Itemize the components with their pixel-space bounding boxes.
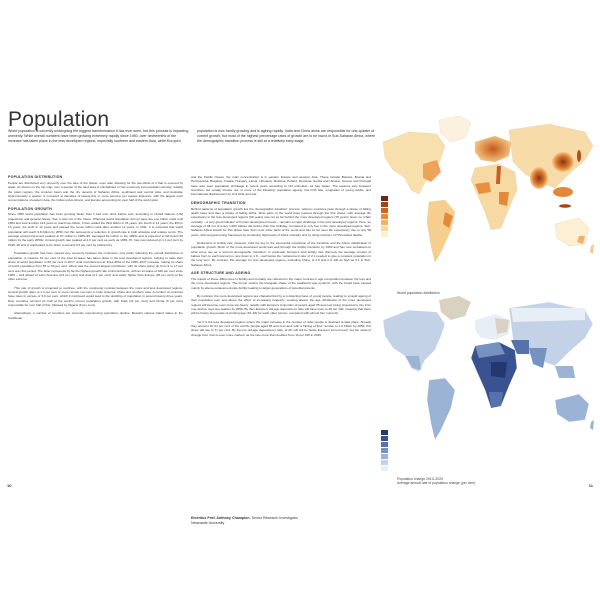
land-africa: [471, 164, 517, 230]
land-southeast-asia: [553, 187, 573, 197]
land-south-america: [427, 200, 455, 262]
population-change-map: [379, 296, 596, 466]
legend-swatch: [381, 220, 388, 225]
land-mexico: [405, 356, 421, 370]
land-india: [530, 167, 548, 189]
map-caption-title: Population change 2010–2020: [397, 477, 444, 481]
legend-swatch: [381, 208, 388, 213]
body-paragraph: Behind patterns of population growth lies the 'demographic transition' process, wherein countries pass through a phase of falling death rates and then a phase of falling births. Most parts of the world have passed through the first phase, with average life expectancy in the less developed regions (69 years) now not so far behind the more developed regions (78 years). Even so, infant mortality – a very good indicator of human development levels – remains a major challenge in the less developed regions. Here, an average of 38 out of every 1,000 babies die before their first birthday, compared to only five in the more developed regions. Sub-Saharan Africa stands for this phase later than most other parts of the world and has so far seen life expectancy rise to only 58 years, with progress being hampered by continuing high levels of infant mortality and by rising numbers of HIV-related deaths.: [191, 206, 371, 237]
author-role: Senior Research Investigator: [251, 516, 298, 520]
land-central-africa: [491, 362, 507, 378]
land-southern-africa: [489, 392, 503, 408]
legend-swatch: [381, 466, 388, 471]
land-australia: [555, 394, 589, 422]
body-paragraph: The impact of these differences in fertility and mortality are reflected in the major contrast in age composition between the less and the more developed regions. The former retains the triangular shape of the traditional 'age pyramid', with the broad base caused mainly by above-replacement-rate fertility leading to larger generations of potential parents.: [191, 276, 371, 290]
author-affiliation: Newcastle University: [191, 521, 225, 525]
legend-swatch: [381, 454, 388, 459]
map-caption: [397, 477, 517, 486]
legend-swatch: [381, 214, 388, 219]
land-eastern-europe: [495, 318, 509, 334]
body-paragraph: People are distributed very unevenly over the face of the planet, even after allowing for the two-thirds of it that is covered by water. As shown on the top map, over a quarter of the land area is uninhabited or has extremely low population density, notably the polar regions, the Amazon basin and the dry deserts of Saharan Africa, southwest and central Asia, and Australia. Approximately a quarter is occupied at densities of twenty-five or more persons per square kilometre, with the largest such concentrations of eastern Asia, the Indian subcontinent, and Europe accounting for over half of the world total.: [8, 180, 183, 203]
author-name: Emeritus Prof. Anthony Champion: [191, 516, 250, 520]
body-paragraph: Reductions in fertility rate, however, hold the key to the successful completion of the transition and the future stabilization of population growth. Much of the more developed world was well through the fertility transition by 1950 and has now embarked on what some see as a 'second demographic transition'. In particular, Europe's total fertility rate (formerly the average number of babies born to each woman) is now down to 1.6 – well below the 'replacement rate' of 2.1 needed to give a constant population in the long term. By contrast, this average for less developed regions, excluding China, is 2.9 and it is still as high as 5.1 in Sub-Saharan Africa.: [191, 240, 371, 267]
legend-swatch: [381, 430, 388, 435]
land-southeast-asia: [555, 366, 575, 378]
section-heading: AGE STRUCTURE AND AGEING: [191, 271, 251, 276]
section-heading: POPULATION GROWTH: [8, 206, 53, 211]
body-paragraph: By contrast, the more developed regions are characterized by a contracting base of young people, leading to a rapid ageing of their population over and above the effect of increasing longevity. Looking ahead, the age distribution of the more developed regions will become even more top-heavy, notably with Europe's proportion of people aged 65 and over being projected to rise from one-sixth to over one-quarter by 2050. By then Europe's old-age dependency ratio will have risen to 49 per 100, meaning that there will be barely two people of working age (15–64) for each older person, compared with almost four currently.: [191, 293, 371, 316]
land-russia: [511, 308, 585, 322]
map-caption-subtitle: Average annual rate of population change (per cent): [397, 481, 476, 486]
land-east-china: [552, 152, 574, 172]
section-heading: POPULATION DISTRIBUTION: [8, 175, 63, 179]
land-greenland: [439, 116, 471, 142]
change-legend: [381, 430, 393, 474]
land-europe: [475, 136, 511, 162]
body-paragraph: Yet it is the less developed regions where the major increase in the number of older people is destined to take place. Already they account for 64 per cent of the world's people aged 65 and over and, with a tripling of their number to 1.2 billion by 2050, this share will rise to 77 per cent. By then its old-age dependency ratio, at 20, will still be below Europe's current level, but the scale of change from now is even more marked, as the rate more than doubles from 10 per 100 in 2015.: [191, 319, 371, 337]
page-title: Population: [8, 108, 110, 131]
legend-swatch: [381, 202, 388, 207]
legend-swatch: [381, 196, 388, 201]
section-heading: DEMOGRAPHIC TRANSITION: [191, 200, 246, 205]
author-credit: Emeritus Prof. Anthony Champion, Senior Research Investigator Newcastle University: [191, 516, 298, 525]
land-japan: [577, 150, 581, 162]
land-greenland: [439, 296, 471, 320]
body-paragraph: and the Pacific Ocean, the main concentration is in eastern Europe and western Asia. These include Belarus, Bosnia and Herzegovina, Bulgaria, Croatia, Hungary, Latvia, Lithuania, Moldova, Poland, Romania, Serbia and Ukraine. Greece and Portugal have also seen population shrinkage in recent years according to UN estimates, as has Japan. The reasons vary between countries, but usually involve one or more of the following: population ageing, low birth rate, emigration of young adults, and international displacement by civil strife and war.: [191, 175, 371, 197]
text-column-left: [8, 175, 183, 324]
density-legend: [381, 196, 393, 286]
page-number-right: 11: [588, 483, 593, 488]
body-paragraph: Alternatively, a number of countries are currently experiencing population decline. Besides various island states in the Caribbean: [8, 311, 183, 320]
text-column-right: [191, 175, 371, 341]
land-south-asia: [529, 348, 547, 368]
body-paragraph: Population growth has been spread very unevenly between the continents, only partly reflecting the overall distribution of population. A massive 91 per cent of the total increase has taken place in the less developed regions, helping to raise their share of world population to 83 per cent in 2017. Asia contributed over three-fifths of the 1950–2017 increase, raising its share of world population from 55 to 60 per cent. Africa was the second-largest contributor, with its share going up from 9 to 17 per cent over this period. The latter represents by far the highest growth rate of all continents, with an increase of 460 per cent since 1950 – well ahead of Latin America (2.6 per cent) and Asia (2.1 per cent) and vastly higher than Europe (35 per cent) at the other extreme.: [8, 251, 184, 282]
legend-swatch: [381, 448, 388, 453]
body-paragraph: This rate of growth is projected to continue, with the continuing contrast between the more and less developed regions. Annual growth rates of 1.3 per cent or more remain common in Latin America, Africa and southern Asia. A number of countries have rates in excess of 3.0 per cent, which if continued would lead to the doubling of population in around twenty-three years. Nine countries account for half of the world's current population growth, with India (14 per cent) and China (9 per cent) responsible for over half of this, followed by Nigeria (6 per cent).: [8, 285, 183, 307]
land-new-zealand: [590, 244, 594, 254]
map-caption: World population distribution: [397, 291, 440, 295]
legend-swatch: [381, 226, 388, 231]
land-new-zealand: [590, 420, 594, 430]
land-australia: [555, 218, 589, 246]
land-south-america: [427, 378, 455, 440]
legend-swatch: [381, 436, 388, 441]
legend-swatch: [381, 232, 388, 237]
legend-swatch: [381, 442, 388, 447]
legend-swatch: [381, 460, 388, 465]
body-paragraph: Since 1950 world population has been growing faster than it has ever done before and, according to United Nations (UN) projections and general hopes, then it was not in the future. Whereas world population did not pass the one billion mark until 1804 and took another 123 years to reach two billion, it then added the third billion in 33 years, the fourth in 14 years, the fifth in 13 years, the sixth in 12 years and passed the seven billion mark after another 12 years, in 2011. It is expected that world population will reach 9.8 billion by 2050, but this represents a reduction in growth rate in both absolute and relative terms. The average annual increment peaked at 87 million in 1985–90, averaged 81 million in the 1990s and is expected to fall below 50 million by the early 2050s. Annual growth rate peaked at 2.0 per cent as early as 1965–70, has now reduced to 1.1 per cent by 2015–20 and is anticipated to be down to around 0.5 per cent by midcentury.: [8, 212, 183, 247]
population-distribution-map: [379, 112, 596, 290]
land-java: [559, 204, 571, 208]
intro-paragraph: World population is currently undergoing the biggest transformation it has ever seen, but this process is impacting unevenly. While overall numbers have been growing extremely rapidly since 1950, over nineteenths of the increase has taken place in the less developed regions, especially southern and eastern Asia, while Europe's population is now hardly growing and is ageing rapidly. India and China alone are responsible for one-quarter of current growth, but most of the highest percentage rates of growth are to be found in Sub-Saharan Africa, where the demographic transition process is still at a relatively early stage.: [8, 129, 375, 143]
page-number-left: 10: [7, 483, 12, 488]
